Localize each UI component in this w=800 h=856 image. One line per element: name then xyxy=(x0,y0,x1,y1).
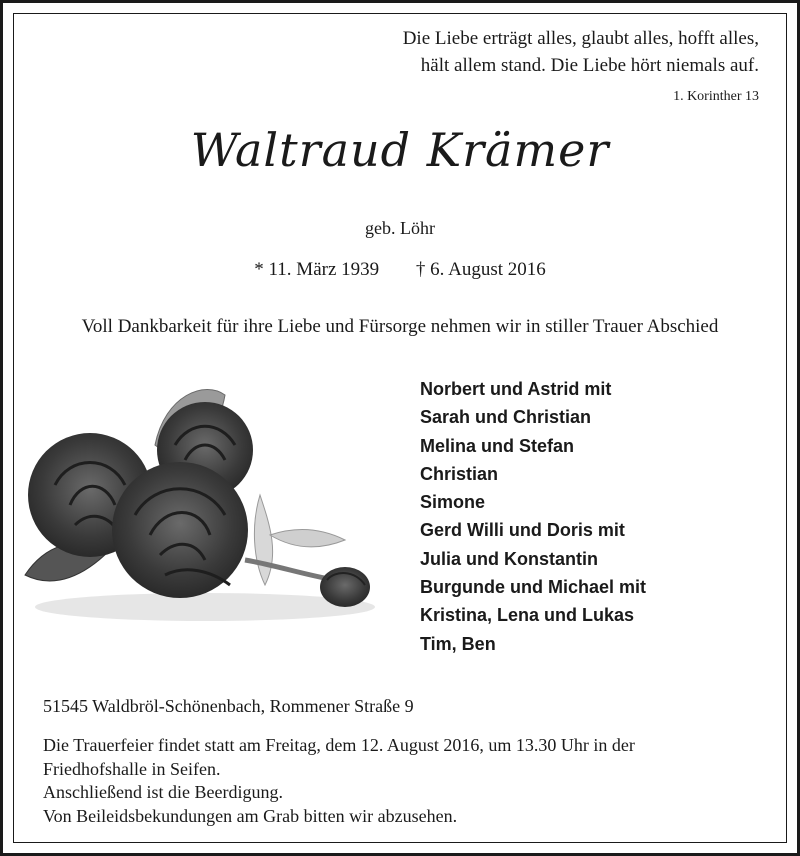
mourner-name: Melina und Stefan xyxy=(420,435,575,456)
service-line: Die Trauerfeier findet statt am Freitag, dem 12. August 2016, um 13.30 Uhr in der xyxy=(43,735,635,755)
maiden-name: geb. Löhr xyxy=(365,218,435,238)
service-line: Von Beileidsbekundungen am Grab bitten wir abzusehen. xyxy=(43,806,458,827)
quote-source: 1. Korinther 13 xyxy=(673,89,759,104)
mourner-name: Christian xyxy=(420,463,499,484)
mourner-name: Kristina, Lena und Lukas xyxy=(420,605,635,626)
roses-image xyxy=(15,375,385,625)
mourner-name: Gerd Willi und Doris mit xyxy=(420,520,625,541)
service-info xyxy=(43,734,773,829)
service-line: Anschließend ist die Beerdigung. xyxy=(43,782,283,803)
mourner-name: Sarah und Christian xyxy=(420,407,592,428)
mourner-name: Burgunde und Michael mit xyxy=(420,577,647,598)
birth-date: * 11. März 1939 xyxy=(254,259,380,280)
quote-line-1: Die Liebe erträgt alles, glaubt alles, hofft alles, xyxy=(402,28,759,49)
family-address: 51545 Waldbröl-Schönenbach, Rommener Straße 9 xyxy=(43,696,414,716)
mourner-name: Julia und Konstantin xyxy=(420,548,598,569)
life-dates xyxy=(3,259,797,281)
mourners-list xyxy=(420,375,646,658)
quote-line-2: hält allem stand. Die Liebe hört niemals auf. xyxy=(420,55,759,76)
deceased-name: Waltraud Krämer xyxy=(190,123,610,177)
mourner-name: Tim, Ben xyxy=(420,633,496,654)
mourner-name: Simone xyxy=(420,492,486,513)
death-date: † 6. August 2016 xyxy=(415,259,546,280)
mourner-name: Norbert und Astrid mit xyxy=(420,379,612,399)
service-line: Friedhofshalle in Seifen. xyxy=(43,758,221,779)
bible-quote xyxy=(239,25,759,79)
gratitude-line: Voll Dankbarkeit für ihre Liebe und Fürsorge nehmen wir in stiller Trauer Abschied xyxy=(81,316,719,337)
